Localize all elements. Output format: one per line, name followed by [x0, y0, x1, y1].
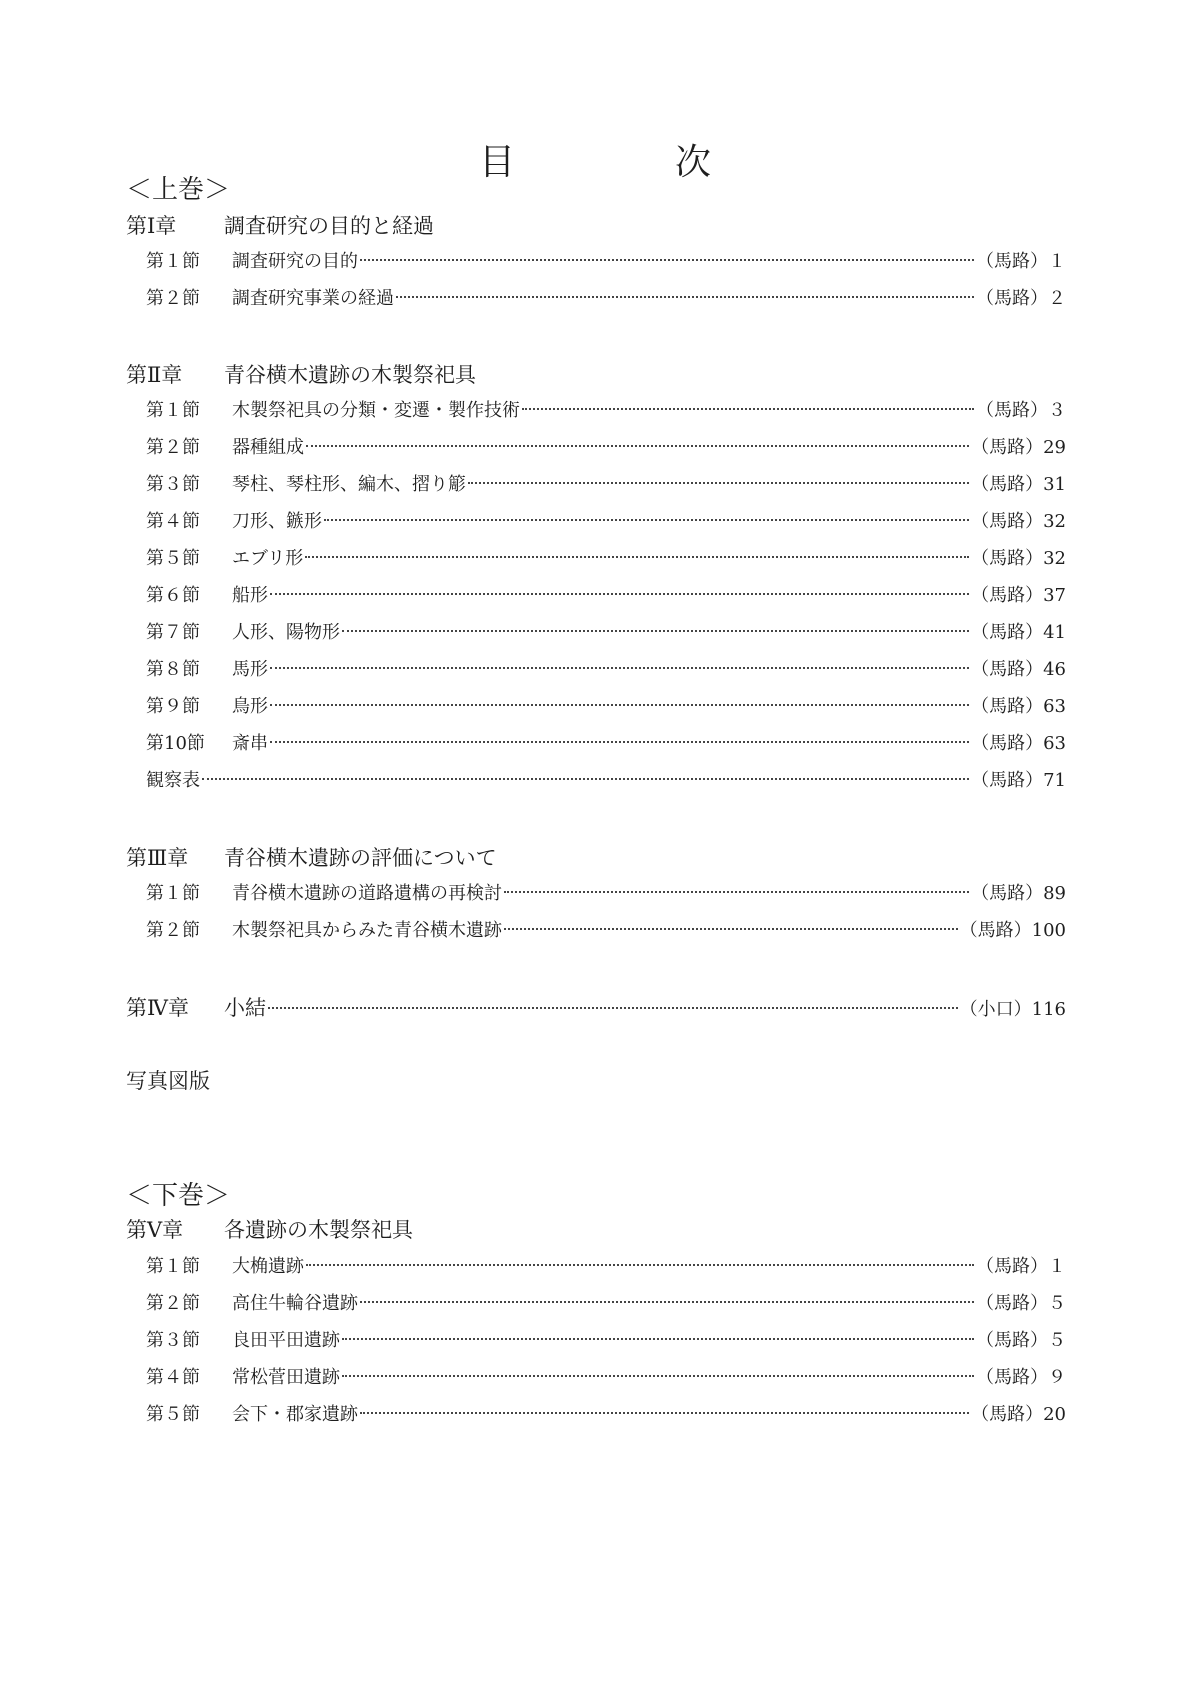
page-reference: （馬路）２ — [976, 288, 1066, 309]
section-title: 琴柱、琴柱形、編木、摺り簓 — [232, 474, 466, 495]
page-reference: （馬路）29 — [971, 437, 1066, 458]
dot-leader — [270, 741, 969, 743]
dot-leader — [270, 704, 969, 706]
dot-leader — [270, 667, 969, 669]
toc-entry[interactable] — [146, 396, 1066, 426]
section-number: 第１節 — [146, 883, 200, 904]
chapter-3-heading — [126, 843, 497, 873]
page-reference: （馬路）５ — [976, 1293, 1066, 1314]
toc-entry[interactable] — [146, 507, 1066, 537]
toc-entry[interactable] — [146, 1326, 1066, 1356]
dot-leader — [324, 519, 969, 521]
section-title: 馬形 — [232, 659, 268, 680]
section-title: 器種組成 — [232, 437, 304, 458]
section-title: 高住牛輪谷遺跡 — [232, 1293, 358, 1314]
dot-leader — [342, 1375, 974, 1377]
section-number: 第２節 — [146, 437, 200, 458]
page-reference: （馬路）63 — [971, 696, 1066, 717]
dot-leader — [202, 778, 969, 780]
chapter-1-heading — [126, 211, 434, 241]
page-reference: （馬路）89 — [971, 883, 1066, 904]
chapter-number: 第Ⅳ章 — [126, 996, 189, 1020]
section-number: 第８節 — [146, 659, 200, 680]
section-title: 木製祭祀具からみた青谷横木遺跡 — [232, 920, 502, 941]
volume-lower-label: ＜下巻＞ — [126, 1181, 231, 1211]
chapter-number: 第Ⅲ章 — [126, 846, 189, 870]
section-title: 斎串 — [232, 733, 268, 754]
dot-leader — [270, 593, 969, 595]
page-reference: （馬路）１ — [976, 1256, 1066, 1277]
page-reference: （馬路）37 — [971, 585, 1066, 606]
page-reference: （馬路）41 — [971, 622, 1066, 643]
section-title: 調査研究事業の経過 — [232, 288, 394, 309]
dot-leader — [360, 1301, 974, 1303]
dot-leader — [504, 891, 969, 893]
chapter-number: 第Ⅴ章 — [126, 1218, 184, 1242]
toc-entry[interactable] — [146, 1400, 1066, 1430]
chapter-title: 小結 — [224, 996, 266, 1020]
toc-entry[interactable] — [146, 247, 1066, 277]
toc-entry[interactable] — [146, 284, 1066, 314]
dot-leader — [504, 928, 958, 930]
volume-upper-label: ＜上巻＞ — [126, 175, 231, 205]
toc-entry[interactable] — [146, 879, 1066, 909]
page-reference: （馬路）46 — [971, 659, 1066, 680]
section-title: 鳥形 — [232, 696, 268, 717]
toc-entry[interactable] — [146, 618, 1066, 648]
toc-entry[interactable] — [146, 581, 1066, 611]
section-title: 刀形、鏃形 — [232, 511, 322, 532]
section-number: 第１節 — [146, 251, 200, 272]
dot-leader — [306, 445, 969, 447]
chapter-4-entry[interactable] — [126, 993, 1066, 1023]
page-reference: （馬路）32 — [971, 548, 1066, 569]
page-reference: （馬路）63 — [971, 733, 1066, 754]
section-title: 常松菅田遺跡 — [232, 1367, 340, 1388]
section-title: 船形 — [232, 585, 268, 606]
dot-leader — [468, 482, 969, 484]
page-reference: （馬路）５ — [976, 1330, 1066, 1351]
page-reference: （馬路）20 — [971, 1404, 1066, 1425]
section-number: 第２節 — [146, 288, 200, 309]
section-number: 第７節 — [146, 622, 200, 643]
section-title: 会下・郡家遺跡 — [232, 1404, 358, 1425]
page-reference: （馬路）71 — [971, 770, 1066, 791]
section-title: エブリ形 — [232, 548, 304, 569]
toc-entry[interactable] — [146, 433, 1066, 463]
page-reference: （馬路）32 — [971, 511, 1066, 532]
chapter-title: 青谷横木遺跡の木製祭祀具 — [224, 363, 476, 387]
section-number: 第１節 — [146, 1256, 200, 1277]
toc-entry[interactable] — [146, 1289, 1066, 1319]
dot-leader — [360, 1412, 969, 1414]
toc-entry[interactable] — [146, 1252, 1066, 1282]
chapter-5-heading — [126, 1215, 413, 1245]
section-number: 第４節 — [146, 511, 200, 532]
section-number: 第２節 — [146, 920, 200, 941]
section-number: 第６節 — [146, 585, 200, 606]
section-title: 青谷横木遺跡の道路遺構の再検討 — [232, 883, 502, 904]
section-number: 第10節 — [146, 733, 205, 754]
toc-entry[interactable] — [146, 1363, 1066, 1393]
page-reference: （小口）116 — [959, 999, 1066, 1020]
section-number: 第３節 — [146, 474, 200, 495]
dot-leader — [268, 1007, 958, 1009]
chapter-title: 青谷横木遺跡の評価について — [224, 846, 497, 870]
section-number: 第５節 — [146, 548, 200, 569]
toc-entry[interactable] — [146, 544, 1066, 574]
section-title: 木製祭祀具の分類・変遷・製作技術 — [232, 400, 520, 421]
page-reference: （馬路）31 — [971, 474, 1066, 495]
section-number: 第９節 — [146, 696, 200, 717]
dot-leader — [342, 630, 969, 632]
dot-leader — [522, 408, 974, 410]
section-title: 良田平田遺跡 — [232, 1330, 340, 1351]
toc-entry[interactable] — [146, 655, 1066, 685]
section-number: 第１節 — [146, 400, 200, 421]
page-reference: （馬路）９ — [976, 1367, 1066, 1388]
toc-entry[interactable] — [146, 470, 1066, 500]
dot-leader — [306, 1264, 974, 1266]
section-number: 第２節 — [146, 1293, 200, 1314]
chapter-title: 各遺跡の木製祭祀具 — [224, 1218, 413, 1242]
dot-leader — [305, 556, 969, 558]
section-title: 人形、陽物形 — [232, 622, 340, 643]
page-reference: （馬路）100 — [959, 920, 1066, 941]
section-title: 大桷遺跡 — [232, 1256, 304, 1277]
toc-entry[interactable] — [146, 916, 1066, 946]
chapter-title: 調査研究の目的と経過 — [224, 214, 434, 238]
section-number: 第５節 — [146, 1404, 200, 1425]
photo-plates-entry[interactable]: 写真図版 — [126, 1069, 210, 1093]
section-number: 第３節 — [146, 1330, 200, 1351]
chapter-number: 第Ⅰ章 — [126, 214, 177, 238]
section-number: 第４節 — [146, 1367, 200, 1388]
chapter-number: 第Ⅱ章 — [126, 363, 183, 387]
section-title: 観察表 — [146, 770, 200, 791]
dot-leader — [396, 296, 974, 298]
dot-leader — [342, 1338, 974, 1340]
dot-leader — [360, 259, 974, 261]
toc-entry[interactable] — [146, 692, 1066, 722]
chapter-2-heading — [126, 360, 476, 390]
section-title: 調査研究の目的 — [232, 251, 358, 272]
page-title: 目 次 — [478, 142, 773, 183]
toc-entry-observation-table[interactable] — [146, 766, 1066, 796]
toc-entry[interactable] — [146, 729, 1066, 759]
page-reference: （馬路）１ — [976, 251, 1066, 272]
page-reference: （馬路）３ — [976, 400, 1066, 421]
